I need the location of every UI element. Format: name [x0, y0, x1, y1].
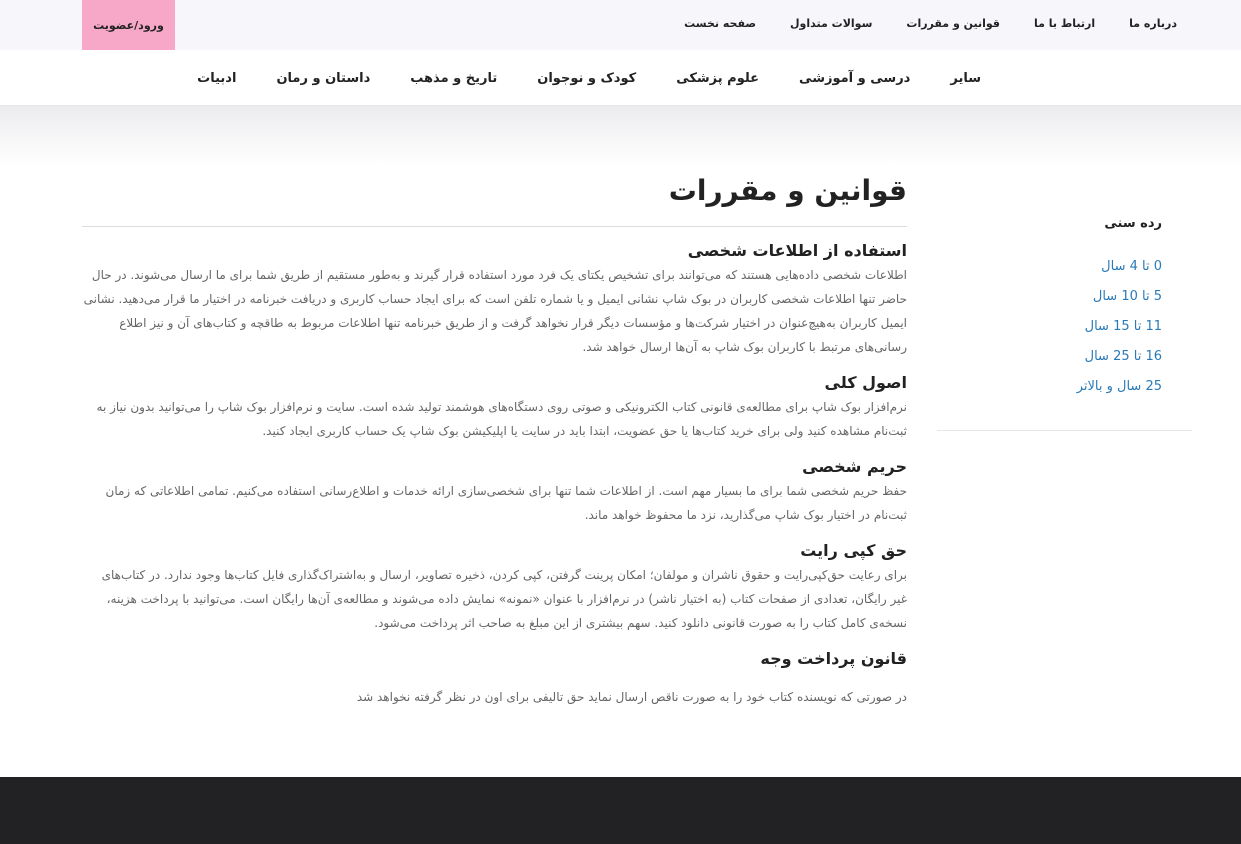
age-group-link-25-plus[interactable]: 25 سال و بالاتر	[1076, 379, 1162, 394]
section-heading: قانون پرداخت وجه	[760, 649, 907, 668]
nav-item-kids[interactable]: کودک و نوجوان	[537, 70, 637, 86]
sidebar-title: رده سنی	[1104, 216, 1162, 231]
age-group-link-16-25[interactable]: 16 تا 25 سال	[1084, 349, 1162, 364]
login-register-button[interactable]: ورود/عضویت	[82, 0, 175, 50]
category-menu	[197, 50, 981, 106]
page-title: قوانین و مقررات	[82, 166, 907, 227]
nav-item-literature[interactable]: ادبیات	[197, 70, 237, 86]
age-group-list	[937, 252, 1192, 402]
section-personal-info	[82, 239, 907, 359]
section-general-principles	[82, 371, 907, 443]
top-link-about[interactable]: درباره ما	[1129, 16, 1177, 30]
age-group-sidebar	[937, 206, 1192, 431]
section-copyright	[82, 539, 907, 635]
footer	[0, 777, 1241, 844]
top-link-rules[interactable]: قوانین و مقررات	[906, 16, 1001, 30]
nav-item-history-religion[interactable]: تاریخ و مذهب	[410, 70, 498, 86]
rules-content	[82, 166, 907, 709]
section-body: برای رعایت حق‌کپی‌رایت و حقوق ناشران و مولفان؛ امکان پرینت گرفتن، کپی کردن، ذخیره تصاویر، ارسال و به‌اشتراک‌گذاری فایل کتاب‌ها وجود ندارد. در کتاب‌های غیر رایگان، تعدادی از صفحات کتاب (به اختیار ناشر) در نرم‌افزار با عنوان «نمونه» نمایش داده می‌شوند و مطالعه‌ی آن‌ها رایگان است. می‌توانید با پرداخت هزینه، نسخه‌ی کامل کتاب را به صورت قانونی دانلود کنید. سهم بیشتری از این مبلغ به صاحب اثر پرداخت می‌شود.	[101, 568, 907, 630]
nav-item-medical[interactable]: علوم پزشکی	[676, 70, 760, 86]
top-link-contact[interactable]: ارتباط با ما	[1034, 16, 1096, 30]
header-shadow	[0, 106, 1241, 166]
section-heading: اصول کلی	[824, 373, 907, 392]
age-group-link-11-15[interactable]: 11 تا 15 سال	[1084, 319, 1162, 334]
top-bar	[0, 0, 1241, 50]
age-group-link-0-4[interactable]: 0 تا 4 سال	[1101, 259, 1162, 274]
top-link-home[interactable]: صفحه نخست	[684, 16, 757, 30]
main-nav	[0, 50, 1241, 106]
nav-item-educational[interactable]: درسی و آموزشی	[799, 70, 911, 86]
section-payment	[82, 647, 907, 709]
section-body: در صورتی که نویسنده کتاب خود را به صورت ناقص ارسال نماید حق تالیفی برای اون در نظر گرفته نخواهد شد	[356, 690, 907, 704]
section-body: حفظ حریم شخصی شما برای ما بسیار مهم است. از اطلاعات شما تنها برای شخصی‌سازی ارائه خدمات و اطلاع‌رسانی استفاده می‌کنیم. تمامی اطلاعاتی که زمان ثبت‌نام در اختیار بوک شاپ می‌گذارید، نزد ما محفوظ خواهد ماند.	[105, 484, 907, 522]
age-group-link-5-10[interactable]: 5 تا 10 سال	[1092, 289, 1162, 304]
nav-item-fiction[interactable]: داستان و رمان	[276, 70, 371, 86]
section-heading: حق کپی رایت	[800, 541, 907, 560]
section-privacy	[82, 455, 907, 527]
section-body: اطلاعات شخصی داده‌هایی هستند که می‌توانند برای تشخیص یکتای یک فرد مورد استفاده قرار گیرند و به‌طور مستقیم از طریق شما برای ما ارسال می‌شوند. در حال حاضر تنها اطلاعات شخصی کاربران در بوک شاپ نشانی ایمیل و یا شماره تلفن است که برای ایجاد حساب کاربری و دریافت خبرنامه در اختیار ما قرار می‌دهید. نشانی ایمیل کاربران به‌هیچ‌عنوان در اختیار شرکت‌ها و مؤسسات دیگر قرار نخواهد گرفت و از طریق خبرنامه تنها اطلاعات مربوط به طاقچه و کتاب‌های آن و نیز اطلاع رسانی‌های مرتبط با کاربران بوک شاپ به آن‌ها ارسال خواهد شد.	[83, 268, 907, 354]
top-links	[684, 0, 1177, 46]
section-heading: استفاده از اطلاعات شخصی	[687, 241, 907, 260]
section-body: نرم‌افزار بوک شاپ برای مطالعه‌ی قانونی کتاب الکترونیکی و صوتی روی دستگاه‌های هوشمند تولید شده است. سایت و نرم‌افزار بوک شاپ را می‌توانید بدون نیاز به ثبت‌نام مشاهده کنید ولی برای خرید کتاب‌ها یا حق عضویت، ابتدا باید در سایت یا اپلیکیشن بوک شاپ یک حساب کاربری ایجاد کنید.	[96, 400, 907, 438]
top-link-faq[interactable]: سوالات متداول	[790, 16, 873, 30]
section-heading: حریم شخصی	[802, 457, 907, 476]
nav-item-other[interactable]: سایر	[950, 70, 981, 86]
